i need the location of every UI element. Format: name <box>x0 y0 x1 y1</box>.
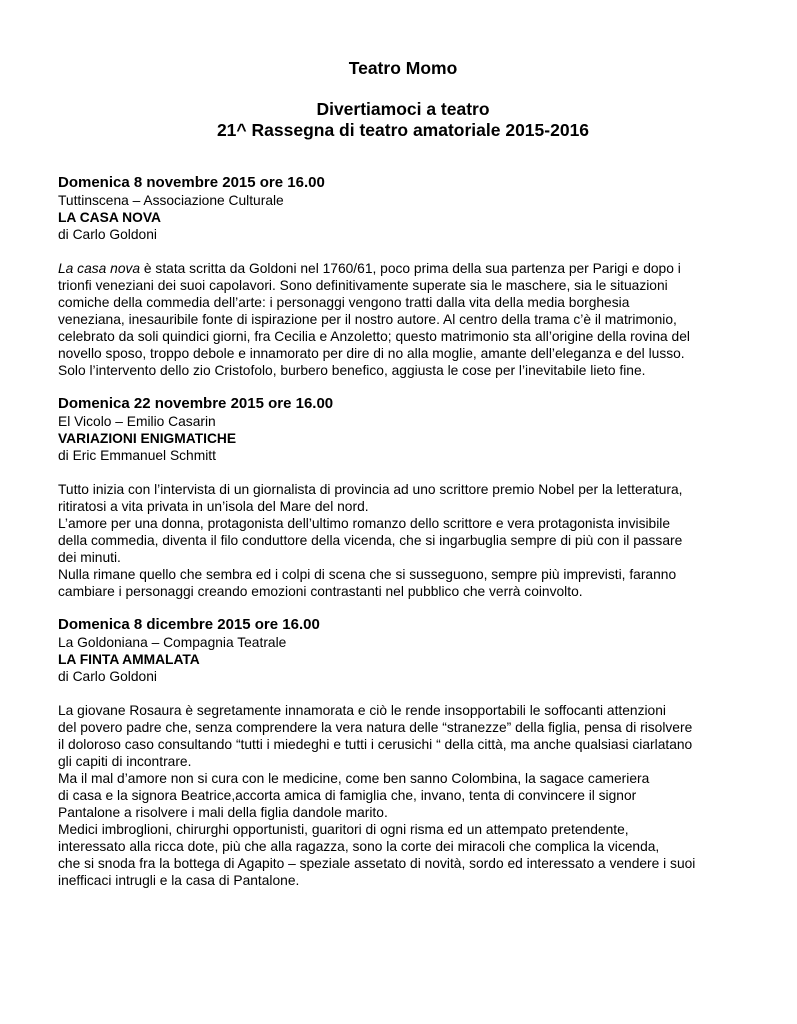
event-show-title: VARIAZIONI ENIGMATICHE <box>58 431 237 446</box>
event-show-title: LA CASA NOVA <box>58 210 161 225</box>
description-line: Ma il mal d’amore non si cura con le medicine, come ben sanno Colombina, la sagace cameriera <box>58 771 650 786</box>
event-date: Domenica 8 novembre 2015 ore 16.00 <box>58 174 325 191</box>
description-line: L’amore per una donna, protagonista dell’ultimo romanzo dello scrittore e vera protagonista invisibile <box>58 516 671 531</box>
event-company: La Goldoniana – Compagnia Teatrale <box>58 635 287 650</box>
description-text: è stata scritta da Goldoni nel 1760/61, poco prima della sua partenza per Parigi e dopo i <box>143 261 681 276</box>
event-author: di Carlo Goldoni <box>58 669 157 684</box>
description-line: comiche della commedia dell’arte: i personaggi vengono tratti dalla vita della media borghesia <box>58 295 630 310</box>
event-company: Tuttinscena – Associazione Culturale <box>58 193 284 208</box>
event-date: Domenica 22 novembre 2015 ore 16.00 <box>58 395 334 412</box>
description-line: che si snoda fra la bottega di Agapito – speziale assetato di novità, sordo ed interessato a vendere i suoi <box>58 856 696 871</box>
event-description <box>58 260 748 379</box>
event-author: di Eric Emmanuel Schmitt <box>58 448 216 463</box>
event-author: di Carlo Goldoni <box>58 227 157 242</box>
description-line: Pantalone a risolvere i mali della figlia dandole marito. <box>58 805 388 820</box>
description-line: trionfi veneziani dei suoi capolavori. Sono definitivamente superate sia le maschere, sia le situazioni <box>58 278 668 293</box>
description-line: Solo l’intervento dello zio Cristofolo, burbero benefico, aggiusta le cose per l’inevitabile lieto fine. <box>58 363 646 378</box>
description-line: La giovane Rosaura è segretamente innamorata e ciò le rende insopportabili le soffocanti attenzioni <box>58 703 666 718</box>
description-line: inefficaci intrugli e la casa di Pantalone. <box>58 873 300 888</box>
description-line: dei minuti. <box>58 550 121 565</box>
description-line: celebrato da soli quindici giorni, fra Cecilia e Anzoletto; questo matrimonio sta all’origine della rovina del <box>58 329 690 344</box>
description-line: cambiare i personaggi creando emozioni contrastanti nel pubblico che verrà coinvolto. <box>58 584 583 599</box>
event-block <box>58 395 748 600</box>
description-line: ritiratosi a vita privata in un’isola del Mare del nord. <box>58 499 369 514</box>
description-line: di casa e la signora Beatrice,accorta amica di famiglia che, invano, tenta di convincere il signor <box>58 788 637 803</box>
page-subtitle-season: 21^ Rassegna di teatro amatoriale 2015-2016 <box>216 120 590 140</box>
event-show-title: LA FINTA AMMALATA <box>58 652 200 667</box>
event-company: El Vicolo – Emilio Casarin <box>58 414 216 429</box>
document-page <box>58 58 748 889</box>
description-line: novello sposo, troppo debole e innamorato per dire di no alla moglie, amante dell’eleganza e del lusso. <box>58 346 685 361</box>
description-line: del povero padre che, senza comprendere la vera natura delle “stranezze” della figlia, pensa di risolvere <box>58 720 693 735</box>
description-italic-title: La casa nova <box>58 261 141 276</box>
description-line: Nulla rimane quello che sembra ed i colpi di scena che si susseguono, sempre più imprevisti, faranno <box>58 567 677 582</box>
event-date: Domenica 8 dicembre 2015 ore 16.00 <box>58 616 320 633</box>
description-line: della commedia, diventa il filo conduttore della vicenda, che si ingarbuglia sempre di più con il passare <box>58 533 683 548</box>
description-line: veneziana, inesauribile fonte di ispirazione per il nostro autore. Al centro della trama c’è il matrimonio, <box>58 312 677 327</box>
page-title: Teatro Momo <box>348 58 458 78</box>
description-line: Medici imbroglioni, chirurghi opportunisti, guaritori di ogni risma ed un attempato pretendente, <box>58 822 629 837</box>
description-line: Tutto inizia con l’intervista di un giornalista di provincia ad uno scrittore premio Nobel per la letteratura, <box>58 482 683 497</box>
event-description <box>58 702 748 889</box>
description-line: il doloroso caso consultando “tutti i miedeghi e tutti i cerusichi “ della città, ma anche qualsiasi ciarlatano <box>58 737 693 752</box>
description-line <box>58 260 748 277</box>
description-line: gli capiti di incontrare. <box>58 754 192 769</box>
event-block <box>58 174 748 379</box>
description-line: interessato alla ricca dote, più che alla ragazza, sono la corte dei miracoli che complica la vicenda, <box>58 839 660 854</box>
event-block <box>58 616 748 889</box>
page-subtitle: Divertiamoci a teatro <box>316 99 490 119</box>
event-description <box>58 481 748 600</box>
